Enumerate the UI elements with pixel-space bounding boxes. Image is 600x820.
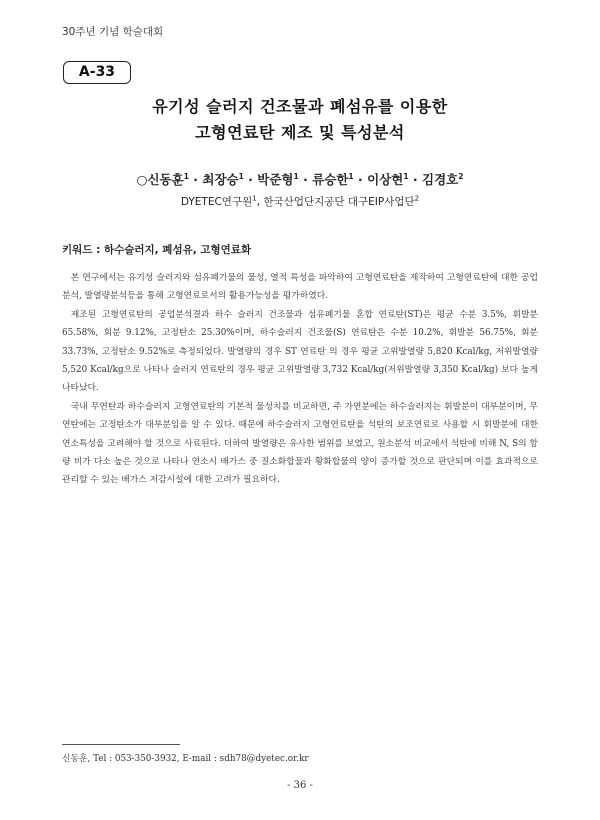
abstract-paragraph-3: 국내 무연탄과 하수슬러지 고형연료탄의 기본적 물성치를 비교하면, 주 가연분에는 하수슬러지는 휘발분이 대부분이며, 무연탄에는 고정탄소가 대부분임을 알 수 있다. 때문에 하수슬러지 고형연료탄을 석탄의 보조연료로 사용할 시 휘발분에 대한 연소특성을 고려해야 할 것으로 사료된다. 더하여 발열량은 유사한 범위를 보였고, 원소분석 비교에서 석탄에 비해 N, S의 함량 비가 다소 높은 것으로 나타나 연소시 배가스 중 질소화합물과 황화합물의 양이 증가할 것으로 판단되며 이를 효과적으로 관리할 수 있는 배가스 저감시설에 대한 고려가 필요하다. — [62, 401, 538, 486]
author-affil-mark: 2 — [458, 171, 464, 181]
author-separator: · — [243, 172, 258, 187]
affiliation-separator: , — [256, 196, 264, 208]
author-separator: · — [408, 172, 422, 187]
author-affil-mark: 1 — [293, 171, 299, 181]
abstract-paragraph-1: 본 연구에서는 유기성 슬러지와 섬유폐기물의 물성, 열적 특성을 파악하여 고형연료탄을 제작하여 고형연료탄에 대한 공업분석, 발열량분석등을 통해 고형연료로서의 활용가능성을 평가하였다. — [62, 273, 538, 302]
author-name: 이상현 — [367, 172, 404, 187]
affiliation-2: 한국산업단지공단 대구EIP사업단 — [263, 196, 415, 208]
header-event-name: 30주년 기념 학술대회 — [62, 26, 164, 38]
author-separator: · — [188, 172, 203, 187]
paper-title-line-1: 유기성 슬러지 건조물과 폐섬유를 이용한 — [152, 97, 448, 116]
affiliation-2-mark: 2 — [414, 194, 420, 203]
author-affil-mark: 1 — [183, 171, 189, 181]
abstract-body — [62, 269, 538, 490]
author-name: 박준형 — [257, 172, 294, 187]
presenter-marker: ○ — [136, 172, 148, 187]
affiliation-1-mark: 1 — [252, 194, 257, 203]
paper-title-line-2: 고형연료탄 제조 및 특성분석 — [195, 123, 405, 142]
contact-footnote: 신동훈, Tel : 053-350-3932, E-mail : sdh78@dyetec.or.kr — [62, 754, 309, 764]
author-list — [0, 170, 600, 188]
author-affil-mark: 1 — [348, 171, 354, 181]
page-number: - 36 - — [287, 780, 313, 791]
footnote-divider — [62, 744, 180, 745]
affiliation-1: DYETEC연구원 — [180, 196, 253, 208]
author-name: 신동훈 — [147, 172, 184, 187]
abstract-paragraph-2: 제조된 고형연료탄의 공업분석결과 하수 슬러지 건조물과 섬유폐기물 혼합 연료탄(ST)은 평균 수분 3.5%, 휘발분 65.58%, 회분 9.12%, 고정탄소 25.30%이며, 하수슬러지 건조물(S) 연료탄은 수분 10.2%, 휘발분 56.75%, 회분 33.73%, 고정탄소 9.52%로 측정되었다. 발열량의 경우 ST 연료탄 의 경우 평균 고위발열량 5,820 Kcal/kg, 저위발열량 5,520 Kcal/kg으로 나타나 슬러지 연료탄의 경우 평균 고위발열량 3,732 Kcal/kg(저위발열량 3,350 Kcal/kg) 보다 높게 나타났다. — [62, 309, 538, 394]
author-name: 류승한 — [312, 172, 349, 187]
author-separator: · — [353, 172, 368, 187]
author-name: 김경호 — [422, 172, 459, 187]
author-affil-mark: 1 — [403, 171, 409, 181]
affiliations — [0, 194, 600, 209]
author-separator: · — [298, 172, 313, 187]
keywords-line: 키워드 : 하수슬러지, 폐섬유, 고형연료화 — [62, 244, 252, 256]
author-affil-mark: 1 — [238, 171, 244, 181]
author-name: 최장승 — [202, 172, 239, 187]
paper-code-badge: A-33 — [63, 61, 131, 84]
